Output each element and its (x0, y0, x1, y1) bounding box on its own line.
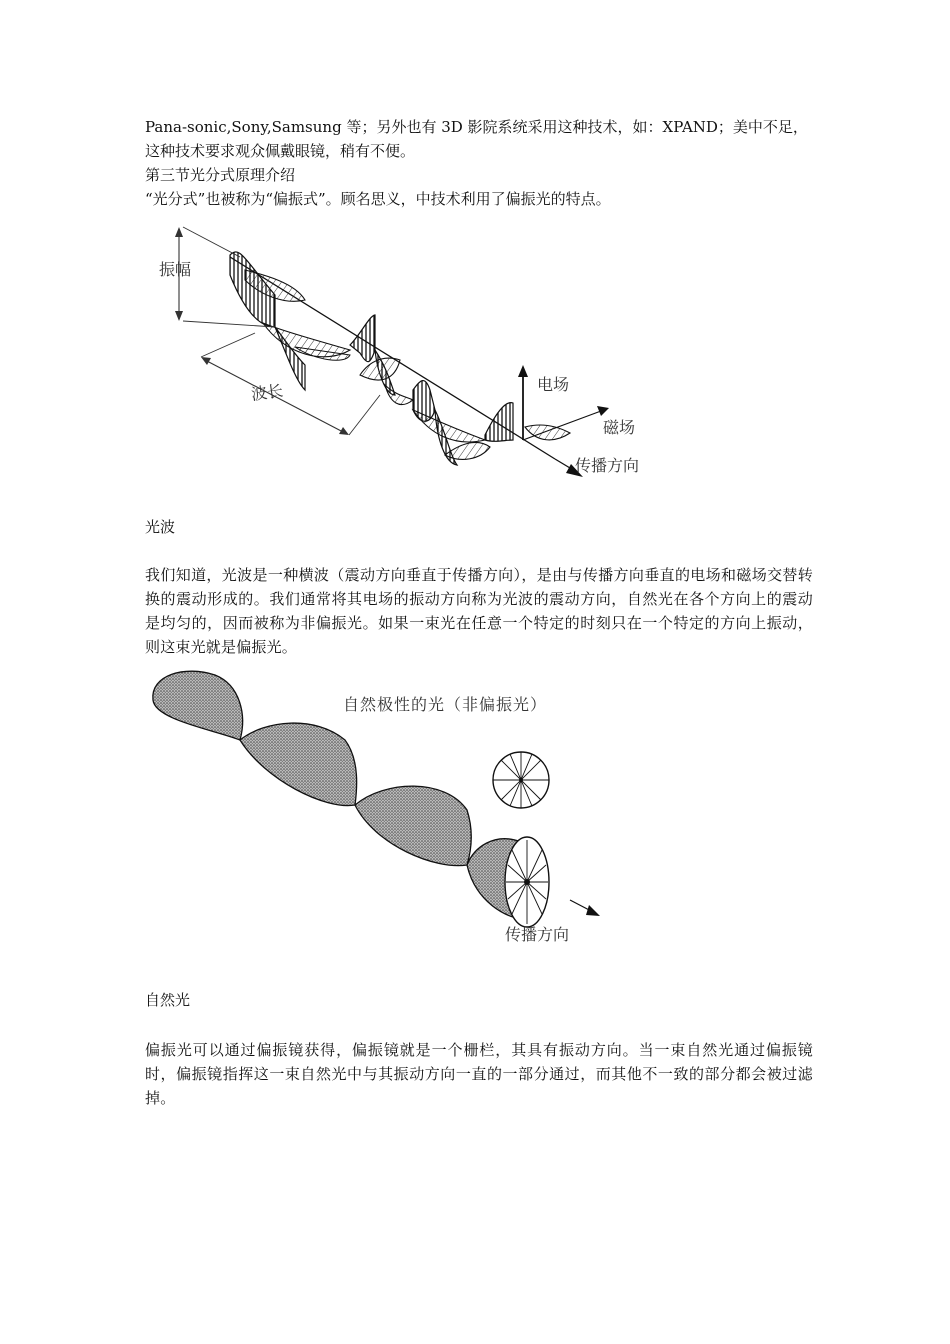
paragraph-light-wave: 我们知道，光波是一种横波（震动方向垂直于传播方向），是由与传播方向垂直的电场和磁场交替转换的震动形成的。我们通常将其电场的振动方向称为光波的震动方向，自然光在各个方向上的震动是均匀的，因而被称为非偏振光。如果一束光在任意一个特定的时刻只在一个特定的方向上振动，则这束光就是偏振光。 (145, 566, 813, 656)
propagation-arrow-icon (586, 905, 600, 916)
paragraph-polarizer: 偏振光可以通过偏振镜获得，偏振镜就是一个栅栏，其具有振动方向。当一束自然光通过偏振镜时，偏振镜指挥这一束自然光中与其振动方向一直的一部分通过，而其他不一致的部分都会被过滤掉。 (145, 1041, 813, 1107)
figure2-caption: 自然光 (145, 991, 191, 1009)
intro-line-4: “光分式”也被称为“偏振式”。顾名思义，中技术利用了偏振光的特点。 (145, 190, 611, 208)
natural-light-title: 自然极性的光（非偏振光） (343, 695, 548, 714)
propagation-direction-label: 传播方向 (575, 456, 640, 475)
magnetic-field-label: 磁场 (603, 418, 636, 437)
wavelength-label: 波长 (249, 380, 285, 405)
propagation-direction-label: 传播方向 (505, 925, 570, 944)
natural-light-figure (145, 660, 615, 950)
intro-line-1: Pana-sonic,Sony,Samsung 等；另外也有 3D 影院系统采用这种技术，如：XPAND；美中不足， (145, 118, 808, 136)
em-wave-figure (145, 215, 665, 485)
electric-field-arrow-icon (518, 365, 528, 377)
intro-line-2: 这种技术要求观众佩戴眼镜，稍有不便。 (145, 142, 416, 160)
section-title: 第三节光分式原理介绍 (145, 166, 296, 184)
electric-field-label: 电场 (537, 375, 570, 394)
figure1-caption: 光波 (145, 518, 176, 536)
em-wave-diagram (145, 215, 665, 485)
amplitude-label: 振幅 (159, 260, 192, 279)
